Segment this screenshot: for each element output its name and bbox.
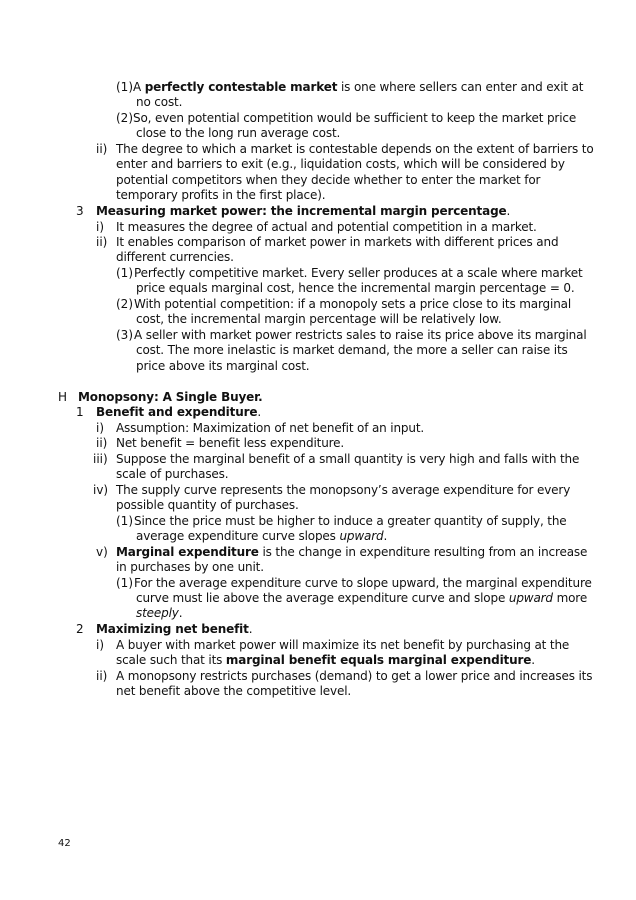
continuation-line: temporary profits in the first place). — [116, 188, 326, 202]
continuation-line: net benefit above the competitive level. — [116, 684, 352, 698]
list-item-text — [78, 390, 263, 406]
continuation-line: average expenditure curve slopes upward. — [136, 529, 388, 543]
page-number: 42 — [58, 838, 71, 849]
list-item-text: With potential competition: if a monopoly sets a price close to its marginal — [134, 297, 572, 311]
list-item-text: A seller with market power restricts sales to raise its price above its marginal — [134, 328, 587, 342]
list-marker: (2) — [116, 111, 133, 125]
list-item-text: So, even potential competition would be sufficient to keep the market price — [133, 111, 577, 125]
italic-term: upward — [508, 591, 553, 605]
list-item-text: It enables comparison of market power in markets with different prices and — [116, 235, 559, 249]
bold-term: Benefit and expenditure — [96, 405, 258, 419]
bold-term: perfectly contestable market — [144, 80, 338, 94]
italic-term: steeply — [136, 606, 179, 620]
list-item-text: A perfectly contestable market is one where sellers can enter and exit at — [133, 80, 584, 94]
continuation-line: different currencies. — [116, 250, 234, 264]
list-item-text: Marginal expenditure is the change in expenditure resulting from an increase — [116, 545, 588, 559]
list-item-text: Maximizing net benefit. — [96, 622, 253, 636]
continuation-line: possible quantity of purchases. — [116, 498, 299, 512]
bold-term: Marginal expenditure — [116, 545, 259, 559]
list-marker: i) — [96, 638, 105, 652]
list-marker: (1) — [116, 514, 133, 528]
list-marker: (1) — [116, 266, 133, 280]
continuation-line: cost, the incremental margin percentage will be relatively low. — [136, 312, 502, 326]
list-marker: (3) — [116, 328, 133, 342]
list-item-text: Assumption: Maximization of net benefit of an input. — [116, 421, 425, 435]
list-item-text: Net benefit = benefit less expenditure. — [116, 436, 345, 450]
bold-term: marginal benefit equals marginal expenditure — [225, 653, 532, 667]
list-marker: (2) — [116, 297, 133, 311]
list-marker: 1 — [76, 405, 84, 419]
list-item-text: Perfectly competitive market. Every seller produces at a scale where market — [134, 266, 583, 280]
list-marker: ii) — [96, 235, 108, 249]
continuation-line: price above its marginal cost. — [136, 359, 310, 373]
list-item-text: Benefit and expenditure. — [96, 405, 262, 419]
italic-term: upward — [339, 529, 384, 543]
list-marker: i) — [96, 220, 105, 234]
list-item-text: Since the price must be higher to induce a greater quantity of supply, the — [134, 514, 567, 528]
continuation-line: no cost. — [136, 95, 183, 109]
list-marker: (1) — [116, 576, 133, 590]
list-marker: (1) — [116, 80, 133, 94]
list-item-text: It measures the degree of actual and potential competition in a market. — [116, 220, 537, 234]
list-marker: 2 — [76, 622, 84, 636]
list-marker: i) — [96, 421, 105, 435]
list-item-text: Suppose the marginal benefit of a small quantity is very high and falls with the — [116, 452, 580, 466]
continuation-line: in purchases by one unit. — [116, 560, 264, 574]
list-marker: iv) — [93, 483, 109, 497]
list-item-text: A monopsony restricts purchases (demand) to get a lower price and increases its — [116, 669, 593, 683]
list-item-text: The supply curve represents the monopsony’s average expenditure for every — [116, 483, 571, 497]
bold-term: Monopsony: A Single Buyer. — [78, 390, 263, 404]
continuation-line: scale such that its marginal benefit equals marginal expenditure. — [116, 653, 535, 667]
list-item-text: A buyer with market power will maximize its net benefit by purchasing at the — [116, 638, 570, 652]
list-marker: H — [58, 390, 68, 404]
list-marker: ii) — [96, 669, 108, 683]
list-item-text: For the average expenditure curve to slope upward, the marginal expenditure — [134, 576, 592, 590]
continuation-line: cost. The more inelastic is market demand, the more a seller can raise its — [136, 343, 568, 357]
list-item-text: The degree to which a market is contestable depends on the extent of barriers to — [116, 142, 594, 156]
continuation-line: curve must lie above the average expenditure curve and slope upward more — [136, 591, 588, 605]
list-marker: ii) — [96, 142, 108, 156]
list-marker: v) — [96, 545, 108, 559]
list-marker: ii) — [96, 436, 108, 450]
list-item-text: Measuring market power: the incremental margin percentage. — [96, 204, 511, 218]
list-marker: iii) — [93, 452, 108, 466]
bold-term: Measuring market power: the incremental margin percentage — [96, 204, 507, 218]
continuation-line: potential competitors when they decide whether to enter the market for — [116, 173, 541, 187]
continuation-line: close to the long run average cost. — [136, 126, 341, 140]
continuation-line: price equals marginal cost, hence the incremental margin percentage = 0. — [136, 281, 575, 295]
list-marker: 3 — [76, 204, 84, 218]
continuation-line: enter and barriers to exit (e.g., liquidation costs, which will be considered by — [116, 157, 565, 171]
continuation-line: scale of purchases. — [116, 467, 229, 481]
bold-term: Maximizing net benefit — [96, 622, 249, 636]
continuation-line: steeply. — [136, 606, 183, 620]
